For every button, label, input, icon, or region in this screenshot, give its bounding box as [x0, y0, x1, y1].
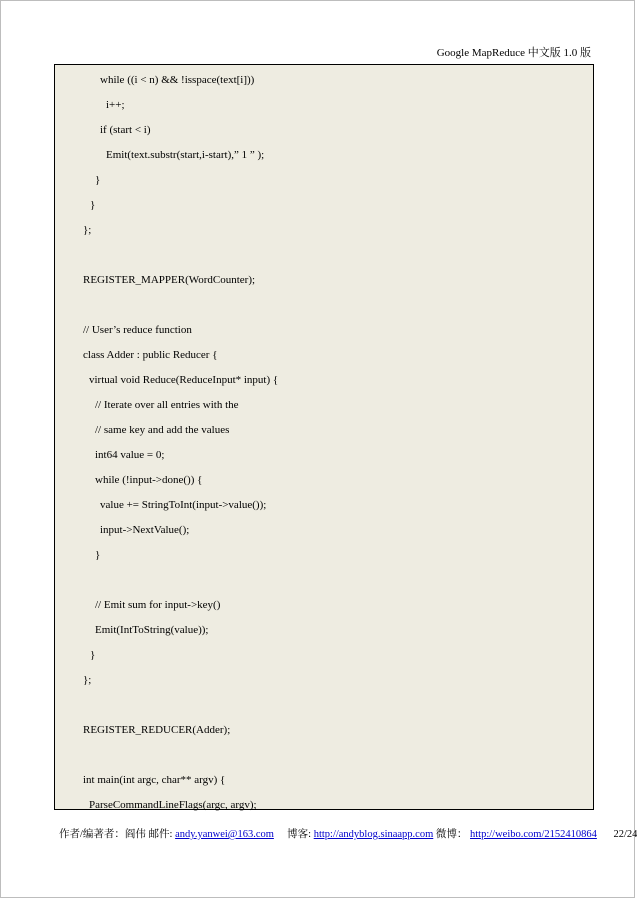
- code-line: int64 value = 0;: [95, 449, 165, 461]
- email-link[interactable]: andy.yanwei@163.com: [175, 829, 274, 840]
- code-line: while ((i < n) && !isspace(text[i])): [100, 74, 255, 86]
- code-line: // same key and add the values: [95, 424, 230, 436]
- code-line: virtual void Reduce(ReduceInput* input) {: [89, 374, 279, 386]
- code-line: }: [90, 199, 96, 211]
- code-line: }: [95, 174, 101, 186]
- code-listing: [54, 64, 594, 810]
- code-line: }: [95, 549, 101, 561]
- code-line: }: [90, 649, 96, 661]
- code-line: REGISTER_REDUCER(Adder);: [83, 724, 231, 736]
- code-line: ParseCommandLineFlags(argc, argv);: [89, 799, 257, 811]
- code-line: // Iterate over all entries with the: [95, 399, 239, 411]
- code-line: i++;: [106, 99, 125, 111]
- code-line: Emit(IntToString(value));: [95, 624, 209, 636]
- blog-label: 博客:: [287, 829, 312, 840]
- code-line: // Emit sum for input->key(): [95, 599, 221, 611]
- page-header: Google MapReduce 中文版 1.0 版: [436, 47, 591, 59]
- weibo-label: 微博：: [435, 829, 468, 840]
- page-footer: [59, 826, 637, 841]
- code-line: };: [83, 224, 92, 236]
- blog-link[interactable]: http://andyblog.sinaapp.com: [313, 829, 434, 840]
- code-line: input->NextValue();: [100, 524, 190, 536]
- code-line: REGISTER_MAPPER(WordCounter);: [83, 274, 256, 286]
- code-line: value += StringToInt(input->value());: [100, 499, 267, 511]
- code-line: // User’s reduce function: [83, 324, 192, 336]
- page-number: 22/24: [613, 829, 637, 840]
- weibo-link[interactable]: http://weibo.com/2152410864: [470, 829, 597, 840]
- code-line: Emit(text.substr(start,i-start),” 1 ” );: [106, 149, 265, 161]
- code-line: };: [83, 674, 92, 686]
- code-line: class Adder : public Reducer {: [83, 349, 218, 361]
- code-line: if (start < i): [100, 124, 151, 136]
- author-label: 作者/编著者：阎伟 邮件:: [59, 829, 173, 840]
- code-line: while (!input->done()) {: [95, 474, 203, 486]
- code-line: int main(int argc, char** argv) {: [83, 774, 226, 786]
